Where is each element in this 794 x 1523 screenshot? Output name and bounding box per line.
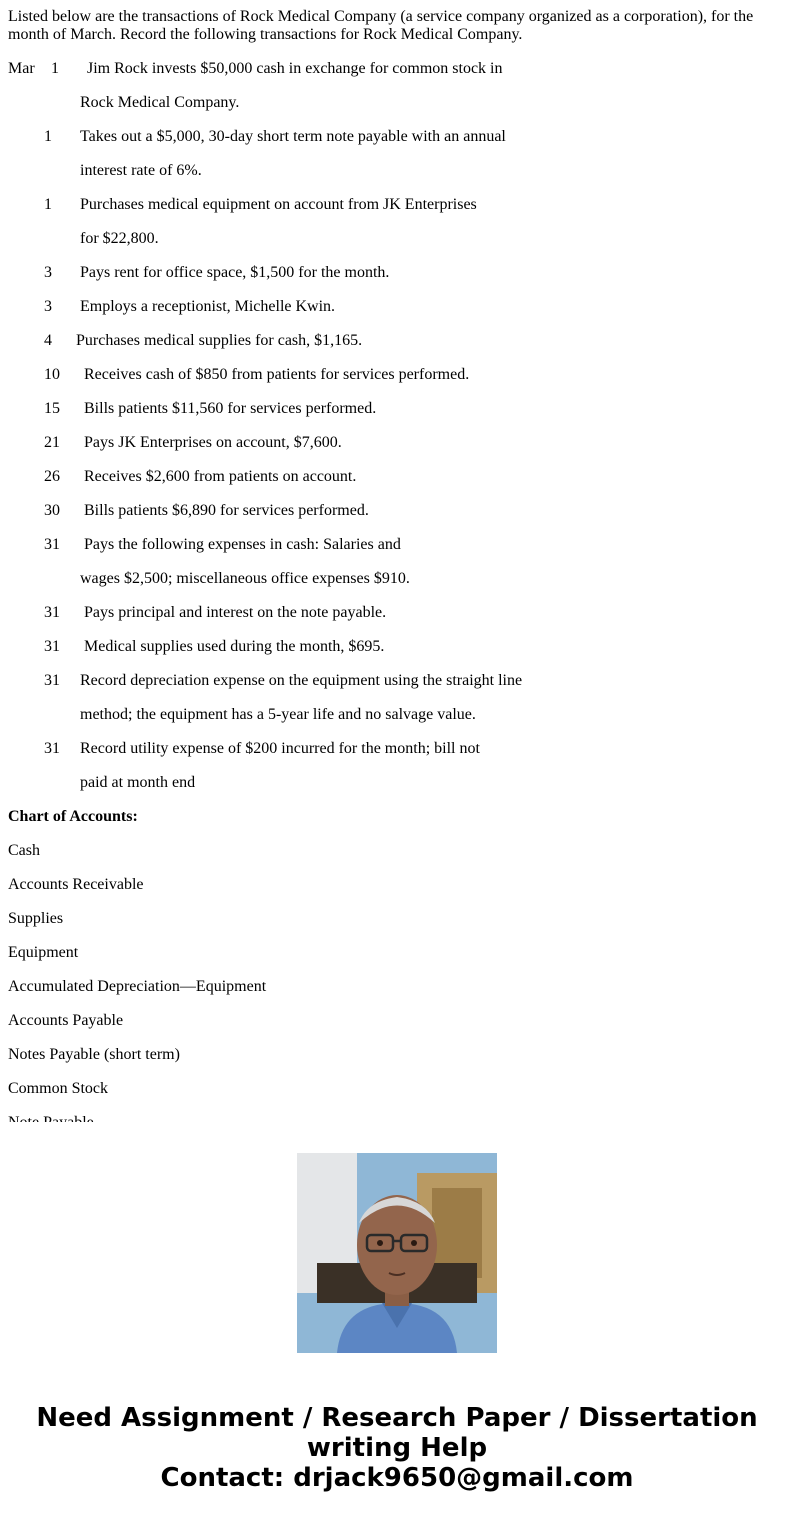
promo-section (0, 1122, 794, 1523)
transaction-day: 1 (51, 60, 59, 77)
account-item: Accounts Receivable (8, 876, 144, 893)
avatar (297, 1153, 497, 1353)
transaction-text: Record utility expense of $200 incurred for the month; bill not (80, 740, 480, 757)
promo-text (0, 1403, 794, 1493)
transaction-text: Pays principal and interest on the note payable. (84, 604, 387, 621)
transaction-day: 3 (44, 264, 52, 281)
transaction-day: 1 (44, 128, 52, 145)
transaction-text: interest rate of 6%. (80, 162, 202, 179)
transaction-day: 3 (44, 298, 52, 315)
account-item: Accumulated Depreciation—Equipment (8, 978, 267, 995)
promo-contact: Contact: drjack9650@gmail.com (160, 1463, 634, 1493)
month-label: Mar (8, 60, 35, 77)
transaction-day: 1 (44, 196, 52, 213)
transaction-text: Employs a receptionist, Michelle Kwin. (80, 298, 336, 315)
account-item: Accounts Payable (8, 1012, 124, 1029)
transaction-text: Takes out a $5,000, 30-day short term note payable with an annual (80, 128, 506, 145)
transaction-text: Jim Rock invests $50,000 cash in exchange for common stock in (87, 60, 503, 77)
account-item: Cash (8, 842, 40, 859)
transaction-day: 10 (44, 366, 60, 383)
transaction-day: 4 (44, 332, 52, 349)
account-item: Equipment (8, 944, 79, 961)
transaction-text: Purchases medical supplies for cash, $1,165. (76, 332, 363, 349)
person-photo (297, 1153, 497, 1353)
promo-line-2: writing Help (306, 1433, 488, 1463)
chart-of-accounts-heading: Chart of Accounts: (8, 808, 138, 825)
transaction-text: Record depreciation expense on the equipment using the straight line (80, 672, 523, 689)
transaction-day: 26 (44, 468, 60, 485)
transaction-day: 30 (44, 502, 60, 519)
transaction-day: 31 (44, 536, 60, 553)
transaction-text: wages $2,500; miscellaneous office expenses $910. (80, 570, 410, 587)
transaction-day: 31 (44, 740, 60, 757)
account-item: Supplies (8, 910, 64, 927)
transaction-text: for $22,800. (80, 230, 159, 247)
transaction-day: 15 (44, 400, 60, 417)
transaction-text: Pays the following expenses in cash: Salaries and (84, 536, 401, 553)
transaction-text: Pays rent for office space, $1,500 for the month. (80, 264, 390, 281)
transaction-day: 31 (44, 604, 60, 621)
account-item: Common Stock (8, 1080, 109, 1097)
transaction-day: 31 (44, 638, 60, 655)
transaction-text: Bills patients $6,890 for services performed. (84, 502, 369, 519)
promo-line-1: Need Assignment / Research Paper / Dissertation (36, 1403, 758, 1433)
transaction-day: 31 (44, 672, 60, 689)
intro-paragraph: Listed below are the transactions of Rock Medical Company (a service company organized as a corporation), for the month of March. Record the following transactions for Rock Medical Company. (8, 8, 754, 43)
transaction-day: 21 (44, 434, 60, 451)
account-item: Notes Payable (short term) (8, 1046, 180, 1063)
transaction-text: Receives $2,600 from patients on account. (84, 468, 357, 485)
transaction-text: Pays JK Enterprises on account, $7,600. (84, 434, 342, 451)
transaction-text: Purchases medical equipment on account from JK Enterprises (80, 196, 477, 213)
transaction-text: Bills patients $11,560 for services performed. (84, 400, 377, 417)
transaction-text: Receives cash of $850 from patients for services performed. (84, 366, 470, 383)
transaction-text: method; the equipment has a 5-year life and no salvage value. (80, 706, 476, 723)
transaction-text: Rock Medical Company. (80, 94, 240, 111)
transaction-text: paid at month end (80, 774, 196, 791)
transaction-text: Medical supplies used during the month, $695. (84, 638, 385, 655)
